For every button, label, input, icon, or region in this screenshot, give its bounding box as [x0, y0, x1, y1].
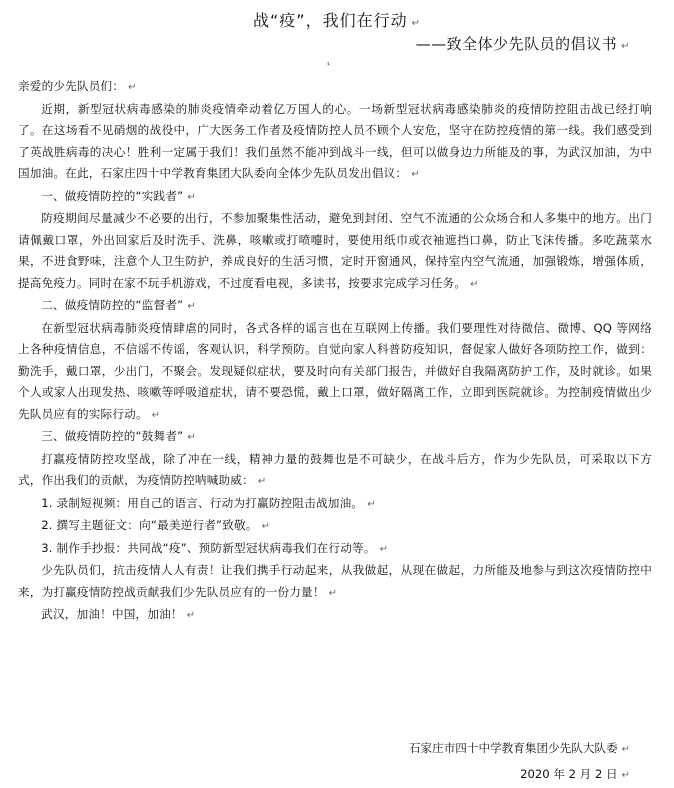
paragraph-mark-icon: ↵ — [621, 744, 630, 755]
intro-paragraph: 近期，新型冠状病毒感染的肺炎疫情牵动着亿万国人的心。一场新型冠状病毒感染肺炎的疫情防控阻击战已经打响了。在这场看不见硝烟的战役中，广大医务工作者及疫情防控人员不顾个人安危，坚守在防控疫情的第一线。我们感受到了英战胜病毒的决心！胜利一定属于我们！我们虽然不能冲到战斗一线，但可以做身边力所能及的事，为武汉加油，为中国加油。在此，石家庄四十中学教育集团大队委向全体少先队员发出倡议： ↵ — [18, 101, 652, 180]
paragraph-mark-icon: ↵ — [411, 18, 421, 29]
list-item-1: 1. 录制短视频：用自己的语言、行动为打赢防控阻击战加油。 ↵ — [41, 495, 376, 510]
paragraph-mark-icon: ↵ — [367, 498, 376, 510]
section-1-body: 防疫期间尽量减少不必要的出行，不参加聚集性活动，避免到封闭、空气不流通的公众场合和人多集中的地方。出门请佩戴口罩，外出回家后及时洗手、洗鼻，咳嗽或打喷嚏时，要使用纸巾或衣袖遮挡口鼻，防止飞沫传播。多吃蔬菜水果，不进食野味，注意个人卫生防护，养成良好的生活习惯，定时开窗通风，保持室内空气流通，加强锻炼，增强体质，提高免疫力。同时在家不玩手机游戏，不过度看电视，多读书，按要求完成学习任务。 ↵ — [18, 211, 652, 290]
section-2-body: 在新型冠状病毒肺炎疫情肆虐的同时，各式各样的谣言也在互联网上传播。我们要理性对待微信、微博、QQ 等网络上各种疫情信息，不信谣不传谣，客观认识，科学预防。自觉向家人科普防疫知识，督促家人做好各项防控工作，做到：勤洗手，戴口罩，少出门，不聚会。发现疑似症状，要及时向有关部门报告，并做好自我隔离防护工作，及时就诊。如果个人或家人出现发热、咳嗽等呼吸道症状，请不要恐慌，戴上口罩，做好隔离工作，立即到医院就诊。为控制疫情做出少先队员应有的实际行动。 ↵ — [18, 320, 652, 421]
paragraph-mark-icon: ↵ — [187, 191, 196, 203]
paragraph-mark-icon: ↵ — [621, 770, 630, 781]
closing-paragraph: 少先队员们，抗击疫情人人有责！让我们携手行动起来，从我做起，从现在做起，力所能及地参与到这次疫情防控中来，为打赢疫情防控战贡献我们少先队员应有的一份力量！ ↵ — [18, 563, 652, 599]
cheer-line: 武汉，加油！中国，加油！ ↵ — [41, 607, 196, 621]
paragraph-mark-icon: ↵ — [128, 82, 137, 93]
section-2-heading: 二、做疫情防控的“监督者” ↵ — [41, 298, 196, 312]
list-item-2: 2. 撰写主题征文：向“最美逆行者”致敬。 ↵ — [41, 518, 271, 532]
document-title — [0, 8, 674, 31]
paragraph-mark-icon: ↵ — [257, 476, 267, 487]
section-1-heading: 一、做疫情防控的“实践者” ↵ — [41, 188, 196, 203]
paragraph-mark-icon: ↵ — [186, 610, 196, 621]
paragraph-mark-icon: ↵ — [411, 169, 420, 180]
paragraph-mark-icon: ↵ — [470, 278, 479, 290]
paragraph-mark-icon: ↵ — [621, 41, 630, 52]
signature: 石家庄市四十中学教育集团少先队大队委 ↵ — [408, 741, 630, 755]
section-3-heading: 三、做疫情防控的“鼓舞者” ↵ — [41, 429, 196, 443]
paragraph-mark-icon: ↵ — [328, 587, 338, 599]
document-date: 2020 年 2 月 2 日 ↵ — [520, 767, 630, 781]
paragraph-mark-icon: ↵ — [379, 543, 389, 555]
paragraph-mark-icon: ↵ — [261, 521, 271, 532]
paragraph-mark-icon: ↵ — [151, 409, 161, 421]
section-3-body: 打赢疫情防控攻坚战，除了冲在一线，精神力量的鼓舞也是不可缺少，在战斗后方，作为少先队员，可采取以下方式，作出我们的贡献，为疫情防控呐喊助威： ↵ — [18, 451, 652, 487]
document-subtitle — [416, 33, 630, 54]
section-mark-icon: ⸤ — [327, 57, 331, 67]
document-body — [18, 76, 652, 627]
signature-block — [409, 736, 630, 788]
list-item-3: 3. 制作手抄报：共同战“疫”、预防新型冠状病毒我们在行动等。 ↵ — [41, 540, 389, 555]
title-text: 战“疫”，我们在行动 — [253, 11, 408, 30]
salutation: 亲爱的少先队员们： ↵ — [18, 79, 137, 93]
paragraph-mark-icon: ↵ — [187, 301, 196, 312]
subtitle-text: ——致全体少先队员的倡议书 — [415, 35, 618, 53]
paragraph-mark-icon: ↵ — [187, 432, 196, 443]
